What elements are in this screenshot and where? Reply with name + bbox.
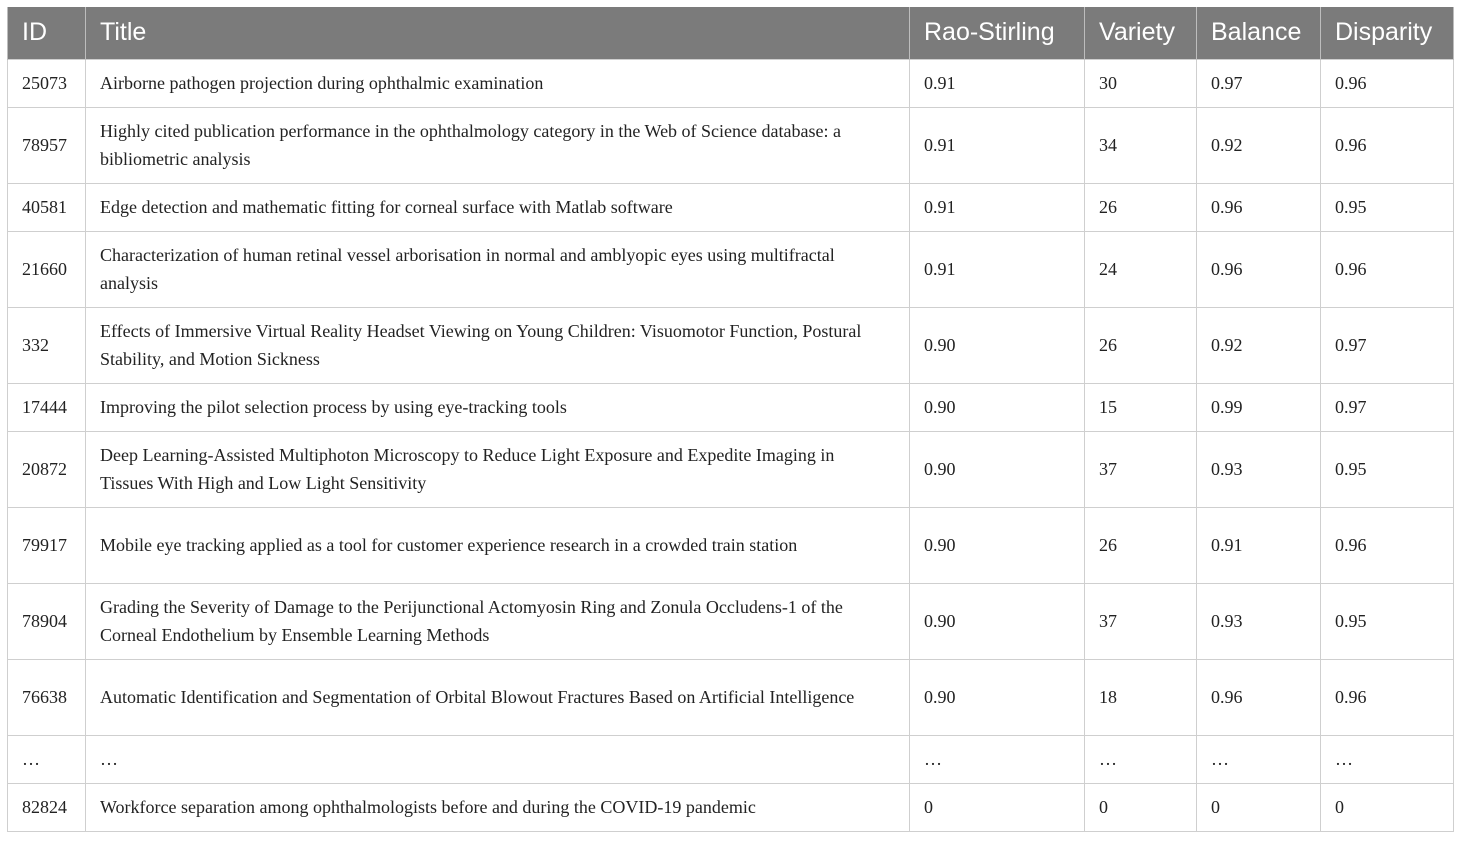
column-header-variety: Variety xyxy=(1085,7,1197,59)
cell-id: 78904 xyxy=(8,583,86,659)
cell-disparity: 0.95 xyxy=(1321,583,1454,659)
table-row xyxy=(8,107,1454,183)
cell-variety: 26 xyxy=(1085,183,1197,231)
cell-balance: 0.96 xyxy=(1197,231,1321,307)
cell-balance: 0.96 xyxy=(1197,183,1321,231)
cell-variety: 37 xyxy=(1085,583,1197,659)
column-header-title: Title xyxy=(86,7,910,59)
cell-id: 25073 xyxy=(8,59,86,107)
cell-rao-stirling: 0.90 xyxy=(910,307,1085,383)
cell-rao-stirling: 0.91 xyxy=(910,59,1085,107)
table-header xyxy=(8,7,1454,59)
cell-rao-stirling: 0.90 xyxy=(910,583,1085,659)
cell-variety: … xyxy=(1085,735,1197,783)
cell-rao-stirling: 0.91 xyxy=(910,107,1085,183)
cell-title: Mobile eye tracking applied as a tool for customer experience research in a crowded train station xyxy=(86,507,910,583)
cell-id: 20872 xyxy=(8,431,86,507)
cell-title: Edge detection and mathematic fitting for corneal surface with Matlab software xyxy=(86,183,910,231)
cell-variety: 26 xyxy=(1085,307,1197,383)
cell-balance: 0.93 xyxy=(1197,431,1321,507)
cell-id: 78957 xyxy=(8,107,86,183)
cell-id: 76638 xyxy=(8,659,86,735)
column-header-id: ID xyxy=(8,7,86,59)
cell-title: Deep Learning-Assisted Multiphoton Microscopy to Reduce Light Exposure and Expedite Imaging in Tissues With High and Low Light Sensitivity xyxy=(86,431,910,507)
cell-balance: … xyxy=(1197,735,1321,783)
table-row xyxy=(8,431,1454,507)
table-row xyxy=(8,183,1454,231)
cell-title: Grading the Severity of Damage to the Perijunctional Actomyosin Ring and Zonula Occludens-1 of the Corneal Endothelium by Ensemble Learning Methods xyxy=(86,583,910,659)
cell-disparity: 0.97 xyxy=(1321,383,1454,431)
cell-rao-stirling: 0.91 xyxy=(910,231,1085,307)
cell-title: Workforce separation among ophthalmologists before and during the COVID-19 pandemic xyxy=(86,783,910,831)
table-row xyxy=(8,659,1454,735)
cell-variety: 24 xyxy=(1085,231,1197,307)
results-table-container xyxy=(7,7,1453,832)
cell-id: … xyxy=(8,735,86,783)
cell-rao-stirling: 0 xyxy=(910,783,1085,831)
cell-title: Automatic Identification and Segmentation of Orbital Blowout Fractures Based on Artificial Intelligence xyxy=(86,659,910,735)
cell-title: … xyxy=(86,735,910,783)
cell-disparity: 0.96 xyxy=(1321,659,1454,735)
column-header-rao-stirling: Rao-Stirling xyxy=(910,7,1085,59)
cell-variety: 15 xyxy=(1085,383,1197,431)
table-row xyxy=(8,383,1454,431)
cell-disparity: … xyxy=(1321,735,1454,783)
cell-disparity: 0.95 xyxy=(1321,431,1454,507)
cell-disparity: 0.96 xyxy=(1321,231,1454,307)
cell-balance: 0.97 xyxy=(1197,59,1321,107)
cell-title: Airborne pathogen projection during ophthalmic examination xyxy=(86,59,910,107)
cell-disparity: 0.95 xyxy=(1321,183,1454,231)
cell-disparity: 0.96 xyxy=(1321,107,1454,183)
cell-title: Characterization of human retinal vessel arborisation in normal and amblyopic eyes using multifractal analysis xyxy=(86,231,910,307)
header-row xyxy=(8,7,1454,59)
cell-variety: 37 xyxy=(1085,431,1197,507)
cell-rao-stirling: 0.90 xyxy=(910,383,1085,431)
cell-rao-stirling: … xyxy=(910,735,1085,783)
cell-disparity: 0.96 xyxy=(1321,59,1454,107)
table-row xyxy=(8,583,1454,659)
table-row xyxy=(8,59,1454,107)
cell-variety: 34 xyxy=(1085,107,1197,183)
cell-id: 21660 xyxy=(8,231,86,307)
cell-variety: 18 xyxy=(1085,659,1197,735)
cell-balance: 0.96 xyxy=(1197,659,1321,735)
table-row xyxy=(8,783,1454,831)
cell-balance: 0.93 xyxy=(1197,583,1321,659)
table-body xyxy=(8,59,1454,831)
cell-rao-stirling: 0.91 xyxy=(910,183,1085,231)
table-row xyxy=(8,231,1454,307)
cell-disparity: 0 xyxy=(1321,783,1454,831)
cell-title: Highly cited publication performance in the ophthalmology category in the Web of Science database: a bibliometric analysis xyxy=(86,107,910,183)
interdisciplinarity-table xyxy=(7,7,1454,832)
cell-id: 332 xyxy=(8,307,86,383)
cell-variety: 26 xyxy=(1085,507,1197,583)
cell-id: 79917 xyxy=(8,507,86,583)
column-header-disparity: Disparity xyxy=(1321,7,1454,59)
cell-title: Effects of Immersive Virtual Reality Headset Viewing on Young Children: Visuomotor Function, Postural Stability, and Motion Sickness xyxy=(86,307,910,383)
cell-id: 40581 xyxy=(8,183,86,231)
cell-balance: 0.92 xyxy=(1197,107,1321,183)
table-row xyxy=(8,507,1454,583)
cell-balance: 0 xyxy=(1197,783,1321,831)
cell-variety: 0 xyxy=(1085,783,1197,831)
cell-balance: 0.99 xyxy=(1197,383,1321,431)
cell-id: 17444 xyxy=(8,383,86,431)
column-header-balance: Balance xyxy=(1197,7,1321,59)
cell-variety: 30 xyxy=(1085,59,1197,107)
cell-rao-stirling: 0.90 xyxy=(910,659,1085,735)
table-row xyxy=(8,307,1454,383)
cell-disparity: 0.96 xyxy=(1321,507,1454,583)
table-row-ellipsis xyxy=(8,735,1454,783)
cell-balance: 0.91 xyxy=(1197,507,1321,583)
cell-id: 82824 xyxy=(8,783,86,831)
cell-balance: 0.92 xyxy=(1197,307,1321,383)
cell-rao-stirling: 0.90 xyxy=(910,507,1085,583)
cell-disparity: 0.97 xyxy=(1321,307,1454,383)
cell-title: Improving the pilot selection process by using eye-tracking tools xyxy=(86,383,910,431)
cell-rao-stirling: 0.90 xyxy=(910,431,1085,507)
